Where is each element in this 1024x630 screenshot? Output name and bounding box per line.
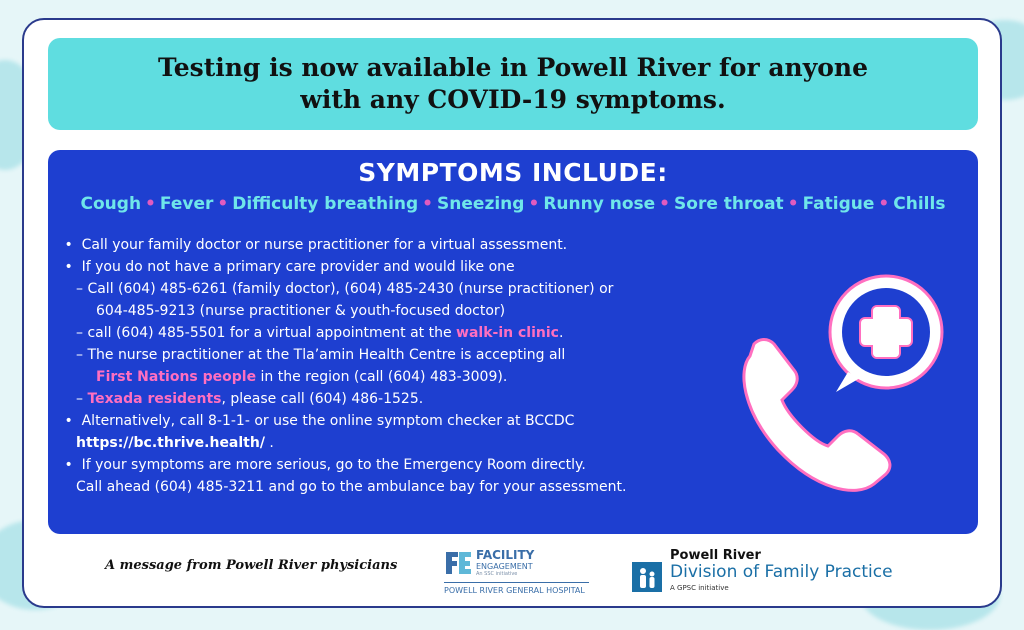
- symptom-runny-nose: Runny nose: [543, 194, 656, 214]
- family-icon: [632, 562, 662, 592]
- separator-dot: •: [422, 194, 434, 214]
- sub-item: [60, 322, 740, 344]
- separator-dot: •: [878, 194, 890, 214]
- sub-item-continued: [60, 366, 740, 388]
- facility-tiny: An SSC initiative: [476, 571, 518, 577]
- facility-name: FACILITY: [476, 548, 535, 562]
- symptom-chills: Chills: [893, 194, 946, 214]
- headline-line-2: with any COVID-19 symptoms.: [300, 85, 726, 114]
- footer-message: A message from Powell River physicians: [105, 558, 398, 573]
- sub-item: [60, 278, 740, 300]
- bullet-item: • Call your family doctor or nurse practitioner for a virtual assessment.: [60, 237, 568, 253]
- division-name: Division of Family Practice: [670, 562, 893, 582]
- sub-item: [60, 344, 740, 366]
- headline-line-1: Testing is now available in Powell River for anyone: [157, 53, 869, 82]
- phone-icon: [728, 260, 968, 500]
- sub-item-text: 604-485-9213 (nurse practitioner & youth-focused doctor): [96, 303, 506, 319]
- bullet-item: • If your symptoms are more serious, go to the Emergency Room directly.: [60, 457, 586, 473]
- walk-in-clinic-highlight: walk-in clinic: [456, 325, 559, 341]
- symptom-sore-throat: Sore throat: [674, 194, 784, 214]
- facility-sub: ENGAGEMENT: [476, 562, 533, 571]
- hospital-name: POWELL RIVER GENERAL HOSPITAL: [444, 586, 585, 595]
- bullet-text: Alternatively, call 8-1-1- or use the online symptom checker at BCCDC: [81, 413, 575, 429]
- symptom-sneezing: Sneezing: [437, 194, 525, 214]
- symptom-cough: Cough: [80, 194, 142, 214]
- facility-engagement-mark-icon: [444, 550, 472, 576]
- symptoms-heading: SYMPTOMS INCLUDE:: [358, 158, 668, 187]
- texada-residents-highlight: Texada residents: [87, 391, 222, 407]
- bullet-text: If you do not have a primary care provider and would like one: [81, 259, 515, 275]
- symptom-fatigue: Fatigue: [802, 194, 875, 214]
- sub-item-text: in the region (call (604) 483-3009).: [256, 369, 508, 385]
- symptom-difficulty-breathing: Difficulty breathing: [232, 194, 419, 214]
- symptoms-panel: [48, 150, 978, 534]
- bullet-text: Call ahead (604) 485-3211 and go to the ambulance bay for your assessment.: [76, 479, 627, 495]
- division-sub: A GPSC initiative: [670, 584, 729, 592]
- sub-item-text: –: [76, 391, 88, 407]
- sub-item-text: , please call (604) 486-1525.: [221, 391, 424, 407]
- first-nations-highlight: First Nations people: [96, 369, 257, 385]
- sub-item-text: – Call (604) 485-6261 (family doctor), (604) 485-2430 (nurse practitioner) or: [76, 281, 614, 297]
- separator-dot: •: [145, 194, 156, 214]
- bullet-item: • Alternatively, call 8-1-1- or use the online symptom checker at BCCDC: [60, 413, 575, 429]
- medical-cross-icon: [830, 276, 942, 392]
- bullet-item: • If you do not have a primary care provider and would like one: [60, 259, 515, 275]
- bullet-continued: [60, 476, 740, 498]
- bullet-text: .: [264, 435, 274, 451]
- sub-item-text: .: [558, 325, 564, 341]
- headline-banner: [48, 38, 978, 130]
- sub-item-text: – The nurse practitioner at the Tla’amin Health Centre is accepting all: [76, 347, 566, 363]
- bullet-text: If your symptoms are more serious, go to the Emergency Room directly.: [81, 457, 586, 473]
- sub-item-text: – call (604) 485-5501 for a virtual appointment at the: [76, 325, 457, 341]
- bullet-continued: [60, 432, 740, 454]
- sub-item: [60, 388, 740, 410]
- separator-dot: •: [787, 194, 799, 214]
- symptom-fever: Fever: [159, 194, 214, 214]
- bullet-text: Call your family doctor or nurse practitioner for a virtual assessment.: [81, 237, 568, 253]
- division-top: Powell River: [670, 548, 761, 563]
- sub-item-continued: [60, 300, 740, 322]
- divider: [444, 582, 589, 583]
- instructions: [60, 234, 740, 498]
- separator-dot: •: [528, 194, 540, 214]
- symptoms-list: [48, 194, 978, 214]
- separator-dot: •: [217, 194, 229, 214]
- separator-dot: •: [659, 194, 671, 214]
- symptom-checker-link[interactable]: https://bc.thrive.health/: [76, 435, 265, 451]
